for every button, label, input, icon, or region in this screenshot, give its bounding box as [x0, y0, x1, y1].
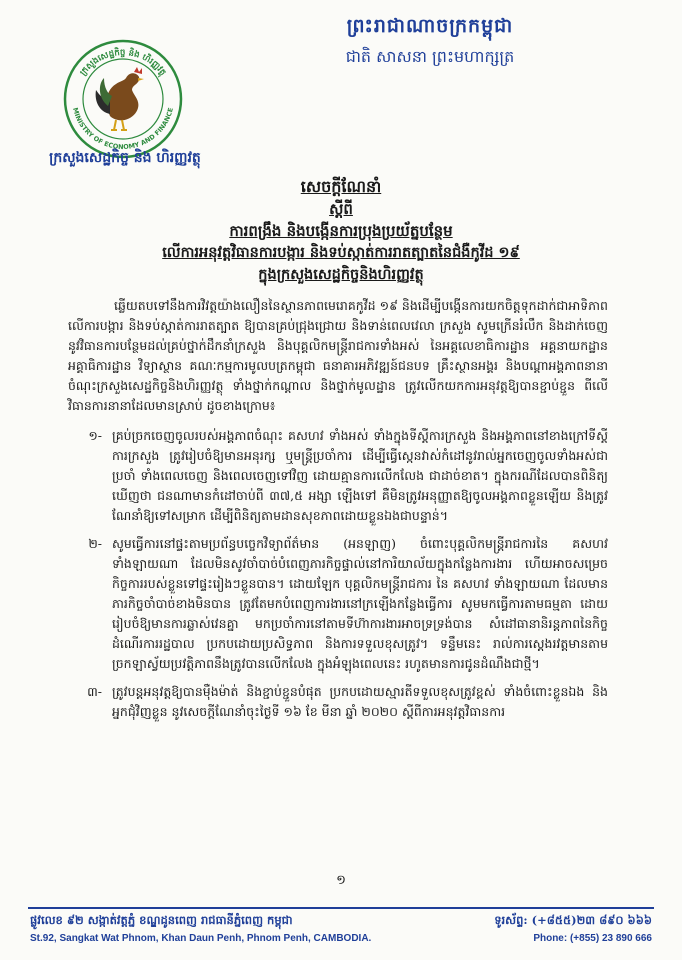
footer-address [30, 913, 390, 944]
address-english: St.92, Sangkat Wat Phnom, Khan Daun Penh, Phnom Penh, CAMBODIA. [30, 933, 372, 944]
item-text: ត្រូវបន្តអនុវត្តឱ្យបានម៉ឺងម៉ាត់ និងខ្ជាប់ខ្ជួនបំផុត ប្រកបដោយស្មារតីទទួលខុសត្រូវខ្ពស់ ទាំងចំពោះខ្លួនឯង និងអ្នកជុំវិញខ្លួន នូវសេចក្តីណែនាំចុះថ្ងៃទី ១៦ ខែ មីនា ឆ្នាំ ២០២០ ស្តីពីការអនុវត្តវិធានការ [112, 684, 608, 719]
footer-divider [28, 907, 654, 909]
address-khmer: ផ្លូវលេខ ៩២ សង្កាត់វត្តភ្នំ ខណ្ឌដូនពេញ រាជធានីភ្នំពេញ កម្ពុជា [30, 913, 293, 927]
item-number: ៣- [87, 684, 102, 699]
phone-english: Phone: (+855) 23 890 666 [533, 933, 652, 944]
subject-line-2: លើការអនុវត្តវិធានការបង្ការ និងទប់ស្កាត់ការរាតត្បាតនៃជំងឺកូវីដ ១៩ [162, 244, 520, 261]
item-text: សូមធ្វើការនៅផ្ទះតាមប្រព័ន្ធបច្ចេកវិទ្យាព័ត៌មាន (អនឡាញ) ចំពោះបុគ្គលិកមន្ត្រីរាជការនៃ គសហវ ទាំងឡាយណា ដែលមិនសូវចាំបាច់បំពេញភារកិច្ចផ្ទាល់នៅការិយាល័យក្នុងកន្លែងការងារ ហើយអាចសម្រេចកិច្ចការរបស់ខ្លួនទៅផ្ទះរៀងៗខ្លួនបាន។ ដោយឡែក បុគ្គលិកមន្ត្រីរាជការ នៃ គសហវ ទាំងឡាយណា ដែលមានភារកិច្ចចាំបាច់ខាងមិនបាន ត្រូវតែមកបំពេញការងារនៅក្រឡើងកន្លែងធ្វើការ សូមមកធ្វើការតាមធម្មតា ដោយរៀបចំឱ្យមានការឆ្លាស់វេនគ្នា មកប្រចាំការនៅតាមទីហ៊ាការងារអាចទ្រទ្រង់បាន សំដៅធានានិរន្តភាពនៃកិច្ចដំណើរការរដ្ឋបាល ប្រកបដោយប្រសិទ្ធភាព និងការទទួលខុសត្រូវ។ ទន្ទឹមនេះ រាល់ការស្តេងរវត្តមានតាមច្រកឡាស្វ័យប្រវត្តិភាពនឹងត្រូវបានលើកលែង ក្នុងអំឡុងពេលនេះ រហូតមានការជូនដំណឹងជាថ្មី។ [112, 536, 608, 671]
rooster-icon [96, 67, 144, 130]
document-body [68, 296, 608, 730]
intro-paragraph: ឆ្លើយតបទៅនឹងការវិវត្តយ៉ាងលឿននៃស្ថានភាពមេរោគកូវីដ ១៩ និងដើម្បីបង្កើនការយកចិត្តទុកដាក់ជាអាទិភាព លើការបង្ការ និងទប់ស្កាត់ការរាតត្បាត ឱ្យបានគ្រប់ជ្រុងជ្រោយ និងទាន់ពេលវេលា ក្រសួង សូមក្រើនរំលឹក និងដាក់ចេញនូវវិធានការបន្ថែមដល់គ្រប់ថ្នាក់ដឹកនាំក្រសួង និងបុគ្គលិកមន្ត្រីរាជការទាំងអស់ នៃអគ្គលេខាធិការដ្ឋាន អគ្គនាយកដ្ឋាន អគ្គាធិការដ្ឋាន វិទ្យាស្ថាន គណៈកម្មការមូលបត្រកម្ពុជា ធនាគារអភិវឌ្ឍន៍ជនបទ គ្រឹះស្ថានអង្គរ និងបណ្តាអង្គភាពនានា ចំណុះក្រសួងសេដ្ឋកិច្ចនិងហិរញ្ញវត្ថុ ទាំងថ្នាក់កណ្តាល និងថ្នាក់មូលដ្ឋាន ត្រូវលើកយកការអនុវត្តឱ្យបានខ្ជាប់ខ្ជួន ពីលើវិធានការនានាដែលមានស្រាប់ ដូចខាងក្រោម៖ [68, 298, 608, 413]
svg-text:ក្រសួងសេដ្ឋកិច្ច និង ហិរញ្ញវត្: ក្រសួងសេដ្ឋកិច្ច និង ហិរញ្ញវត្ថុ [78, 47, 168, 78]
document-titles [80, 176, 602, 286]
subject-line-1: ការពង្រឹង និងបង្កើនការប្រុងប្រយ័ត្នបន្ថែម [229, 222, 453, 240]
footer-phone [452, 913, 652, 944]
kingdom-title: ព្រះរាជាណាចក្រកម្ពុជា [346, 15, 514, 37]
phone-khmer: ទូរស័ព្ទ: (+៨៥៥)២៣ ៨៩០ ៦៦៦ [494, 913, 652, 927]
ministry-seal-icon [58, 34, 188, 164]
item-number: ២- [88, 536, 102, 551]
ministry-name: ក្រសួងសេដ្ឋកិច្ច និង ហិរញ្ញវត្ថុ [49, 150, 201, 166]
item-text: គ្រប់ច្រកចេញចូលរបស់អង្គភាពចំណុះ គសហវ ទាំងអស់ ទាំងក្នុងទីស្តីការក្រសួង និងអង្គភាពនៅខាងក្រៅទីស្តីការក្រសួង ត្រូវរៀបចំឱ្យមានអនុរក្ស ឬមន្ត្រីប្រចាំការ ដើម្បីធ្វើស្កេនវាស់កំដៅនូវរាល់អ្នកចេញចូលទាំងអស់ជាប្រចាំ ទាំងពេលចេញ និងពេលចេញទៅវិញ ដោយគ្មានការលើកលែង ជាដាច់ខាត។ ក្នុងករណីដែលបានពិនិត្យឃើញថា ជនណាមានកំដៅចាប់ពី ៣៧,៥ អង្សា ឡើងទៅ គឺមិនត្រូវអនុញ្ញាតឱ្យចូលអង្គភាពខ្លួនឡើយ និងត្រូវណែនាំឱ្យទៅសម្រាក ដើម្បីពិនិត្យតាមដានសុខភាពដោយខ្លួនឯងជាបន្ទាន់។ [112, 428, 608, 523]
list-item [68, 426, 608, 526]
about-label: ស្តីពី [329, 200, 353, 218]
item-number: ១- [88, 428, 102, 443]
list-item [68, 682, 608, 722]
subject-line-3: ក្នុងក្រសួងសេដ្ឋកិច្ចនិងហិរញ្ញវត្ថុ [258, 266, 424, 283]
kingdom-header [260, 14, 600, 70]
national-motto: ជាតិ សាសនា ព្រះមហាក្សត្រ [345, 47, 515, 66]
svg-text:MINISTRY OF ECONOMY AND FINANC: MINISTRY OF ECONOMY AND FINANCE [71, 106, 175, 152]
list-item [68, 534, 608, 674]
doc-type-title: សេចក្តីណែនាំ [300, 177, 382, 196]
page-number: ១ [336, 873, 346, 888]
